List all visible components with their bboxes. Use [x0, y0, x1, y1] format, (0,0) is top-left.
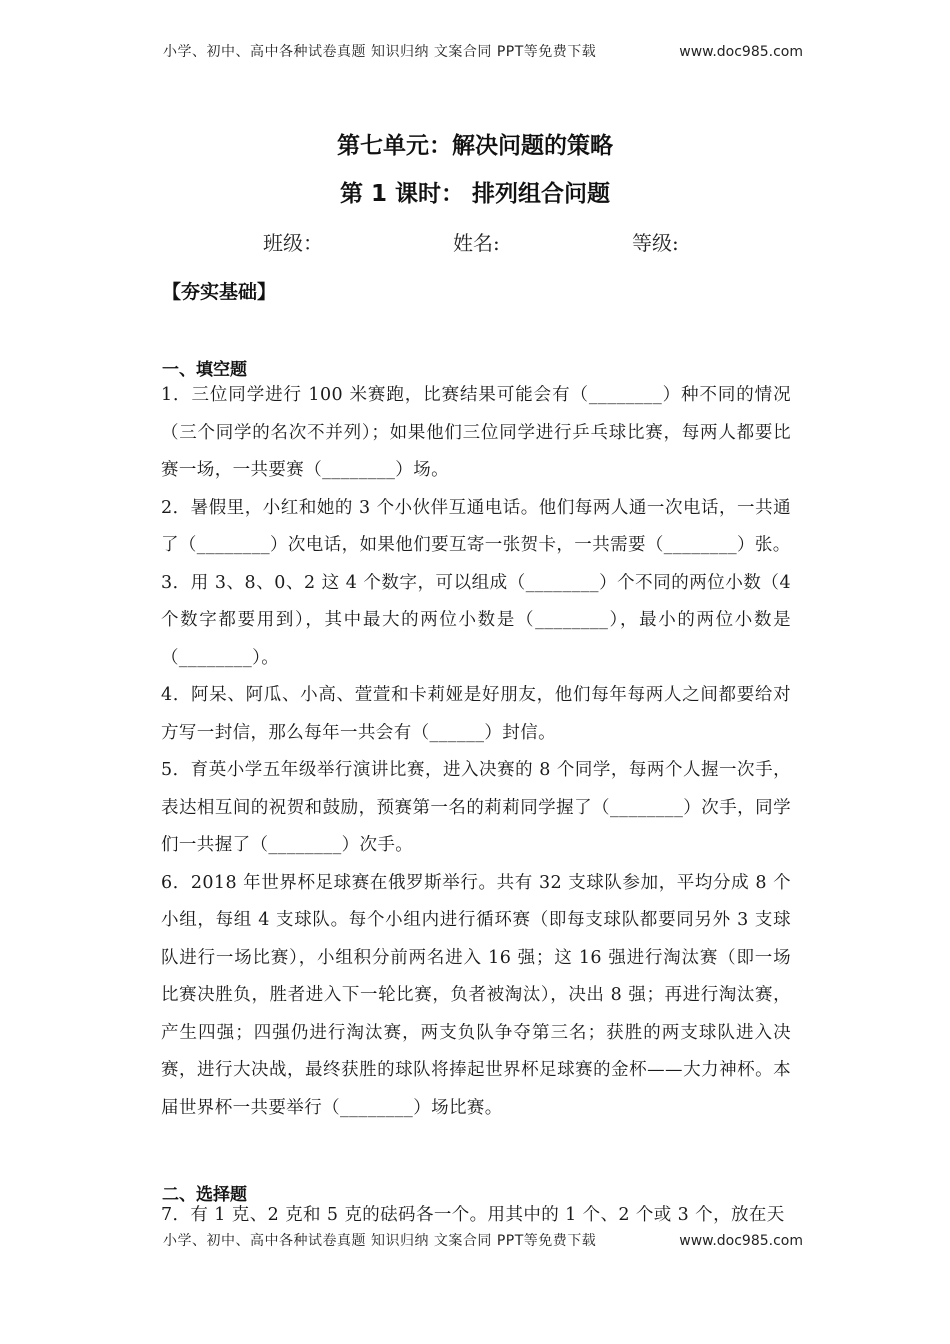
class-label: 班级： — [263, 231, 323, 255]
banner-text: 小学、初中、高中各种试卷真题 知识归纳 文案合同 PPT等免费下载 — [163, 44, 597, 60]
question-3: 3．用 3、8、0、2 这 4 个数字，可以组成（________）个不同的两位小数（4 个数字都要用到），其中最大的两位小数是（________），最小的两位小数是（________）。 — [161, 572, 791, 668]
question-6: 6．2018 年世界杯足球赛在俄罗斯举行。共有 32 支球队参加，平均分成 8 个小组，每组 4 支球队。每个小组内进行循环赛（即每支球队都要同另外 3 支球队进行一场比赛），小组积分前两名进入 16 强；这 16 强进行淘汰赛（即一场比赛决胜负，胜者进入下一轮比赛，负者被淘汰），决出 8 强；再进行淘汰赛，产生四强；四强仍进行淘汰赛，两支负队争夺第三名；获胜的两支球队进入决赛，进行大决战，最终获胜的球队将捧起世界杯足球赛的金杯——大力神杯。本届世界杯一共要举行（________）场比赛。 — [161, 872, 791, 1118]
header-banner — [163, 41, 803, 61]
footer-banner — [163, 1230, 803, 1250]
question-5: 5．育英小学五年级举行演讲比赛，进入决赛的 8 个同学，每两个人握一次手，表达相互间的祝贺和鼓励，预赛第一名的莉莉同学握了（________）次手，同学们一共握了（________）次手。 — [161, 760, 791, 855]
section-fill-heading: 一、填空题 — [162, 360, 247, 380]
fill-in-questions — [161, 377, 791, 1127]
footer-banner-text: 小学、初中、高中各种试卷真题 知识归纳 文案合同 PPT等免费下载 — [163, 1233, 597, 1249]
name-label: 姓名: — [453, 231, 500, 255]
question-7: 7．有 1 克、2 克和 5 克的砝码各一个。用其中的 1 个、2 个或 3 个，放在天 — [161, 1205, 785, 1225]
question-1: 1．三位同学进行 100 米赛跑，比赛结果可能会有（________）种不同的情况（三个同学的名次不并列）；如果他们三位同学进行乒乓球比赛，每两人都要比赛一场，一共要赛（________）场。 — [161, 385, 791, 480]
banner-url[interactable]: www.doc985.com — [679, 44, 803, 60]
section-basic-heading: 【夯实基础】 — [162, 281, 277, 303]
grade-label: 等级: — [632, 231, 679, 255]
lesson-title: 第 1 课时： 排列组合问题 — [339, 181, 611, 207]
unit-title: 第七单元：解决问题的策略 — [337, 133, 613, 159]
section-choice-heading: 二、选择题 — [162, 1185, 247, 1205]
footer-banner-url[interactable]: www.doc985.com — [679, 1233, 803, 1249]
question-4: 4．阿呆、阿瓜、小高、萱萱和卡莉娅是好朋友，他们每年每两人之间都要给对方写一封信，那么每年一共会有（______）封信。 — [161, 685, 791, 743]
question-2: 2．暑假里，小红和她的 3 个小伙伴互通电话。他们每两人通一次电话，一共通了（________）次电话，如果他们要互寄一张贺卡，一共需要（________）张。 — [161, 497, 791, 555]
